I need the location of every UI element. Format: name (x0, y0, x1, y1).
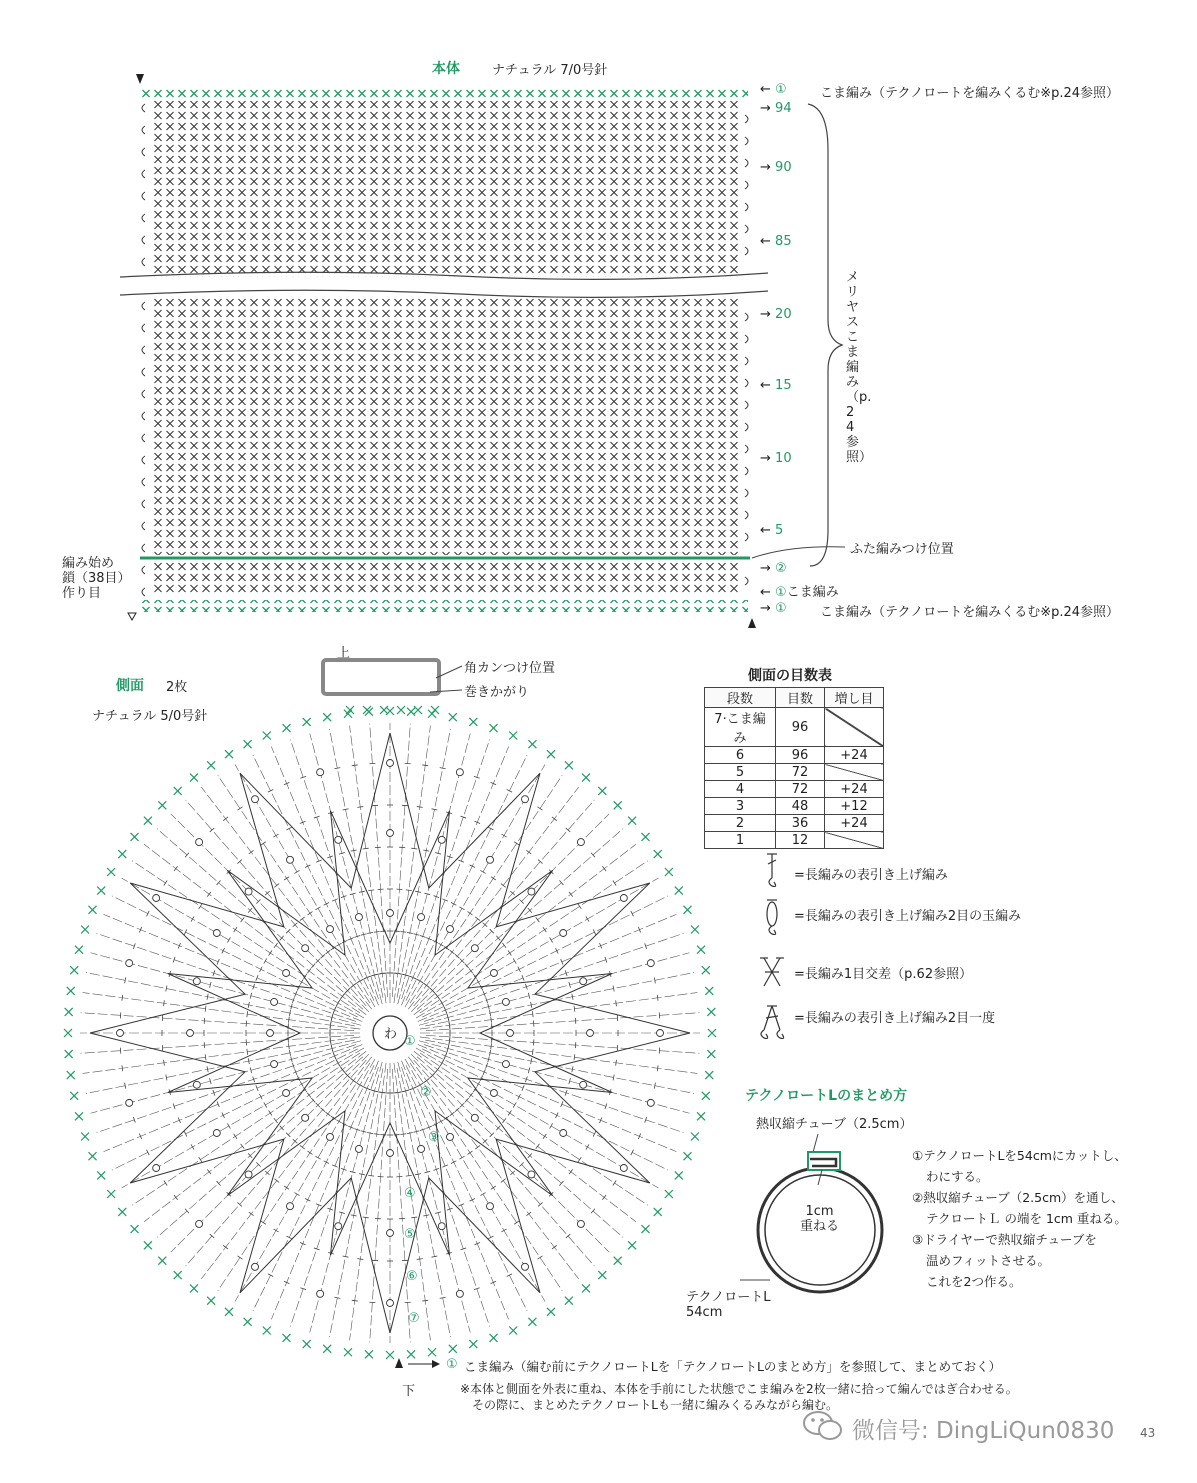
round-num-5: ⑤ (404, 1227, 416, 1242)
table-row: 1 12 (705, 832, 884, 849)
side-yarn: ナチュラル 5/0号針 (92, 709, 208, 724)
whipstitch-label: 巻きかがり (464, 685, 530, 700)
center-label: わ (384, 1027, 398, 1042)
start-label: 編み始め 鎖（38目） 作り目 (62, 556, 131, 601)
table-row: 3 48 +12 (705, 798, 884, 815)
col-increase: 増し目 (825, 688, 884, 708)
handle-rect (323, 660, 439, 694)
bottom-round-note: こま編み（編む前にテクノロートLを「テクノロートLのまとめ方」を参照して、まとめておく） (464, 1359, 1002, 1374)
bracket-label: メリヤスこま編み（p.24参照） (846, 270, 873, 465)
overlap-label: 1cm 重ねる (800, 1204, 840, 1234)
bottom-note-1: ※本体と側面を外表に重ね、本体を手前にした状態でこま編みを2枚一緒に拾って編んではぎ合わせる。 (460, 1382, 1018, 1396)
row-label-bottom: → ① (760, 601, 787, 616)
legend-text-4: =長編みの表引き上げ編み2目一度 (794, 1011, 996, 1026)
row-label-top: ← ① (760, 82, 787, 97)
main-yarn: ナチュラル 7/0号針 (492, 63, 608, 78)
side-title: 側面 (116, 678, 144, 694)
row-label-94: → 94 (760, 101, 792, 116)
round-num-7: ⑦ (408, 1311, 420, 1326)
table-row: 5 72 (705, 764, 884, 781)
round-num-6: ⑥ (406, 1269, 418, 1284)
stitch-table-title: 側面の目数表 (748, 668, 832, 684)
round-num-4: ④ (404, 1186, 416, 1201)
stitch-count-table (704, 687, 884, 849)
handle-position-label: 角カンつけ位置 (464, 661, 556, 676)
lid-position-label: ふた編みつけ位置 (850, 542, 954, 557)
row-label-2: → ② (760, 561, 787, 576)
front-post-bobble-icon (767, 900, 777, 935)
legend-text-3: =長編み1目交差（p.62参照） (794, 967, 973, 982)
page-number: 43 (1140, 1426, 1156, 1440)
row-label-90: → 90 (760, 160, 792, 175)
techno-title: テクノロートLのまとめ方 (745, 1088, 908, 1104)
wechat-icon (800, 1408, 846, 1444)
bottom-round-num: ① (446, 1357, 458, 1372)
round-num-1: ① (404, 1034, 416, 1049)
row-label-85: ← 85 (760, 234, 792, 249)
legend-text-1: =長編みの表引き上げ編み (794, 868, 948, 883)
top-sc-row (140, 88, 748, 100)
table-row: 6 96 +24 (705, 747, 884, 764)
row-label-10: → 10 (760, 451, 792, 466)
row-label-5: ← 5 (760, 523, 784, 538)
table-row: 4 72 +24 (705, 781, 884, 798)
table-row: 2 36 +24 (705, 815, 884, 832)
techno-tube-label: 熱収縮チューブ（2.5cm） (756, 1117, 913, 1132)
watermark-text: 微信号: DingLiQun0830 (852, 1418, 1115, 1444)
row-label-1-sc: ← ①こま編み (760, 585, 839, 600)
lower-stitch-grid (152, 298, 740, 555)
legend-text-2: =長編みの表引き上げ編み2目の玉編み (794, 909, 1022, 924)
bottom-sc-row (140, 600, 748, 612)
label-top: 上 (337, 646, 351, 661)
techno-steps: ①テクノロートLを54cmにカットし、 わにする。 ②熱収縮チューブ（2.5cm）を通し、 テクロートＬ の端を 1cm 重ねる。 ③ドライヤーで熱収縮チューブを 温めフィットさせる。 これを2つ作る。 (912, 1148, 1127, 1289)
fpdc2tog-icon (761, 1006, 784, 1039)
legend-symbols (750, 848, 800, 1048)
row-bottom-desc: こま編み（テクノロートを編みくるむ※p.24参照） (820, 605, 1120, 620)
bottom-note-2: その際に、まとめたテクノロートLも一緒に編みくるみながら編む。 (472, 1398, 838, 1412)
row-label-15: ← 15 (760, 378, 792, 393)
col-rounds: 段数 (705, 688, 776, 708)
side-circle-chart (0, 640, 740, 1400)
round-num-2: ② (420, 1085, 432, 1100)
main-title: 本体 (432, 61, 460, 77)
row-label-20: → 20 (760, 307, 792, 322)
crossed-dc-icon (760, 958, 784, 986)
row-top-desc: こま編み（テクノロートを編みくるむ※p.24参照） (820, 86, 1120, 101)
round-num-3: ③ (428, 1130, 440, 1145)
label-bottom: 下 (402, 1384, 416, 1399)
side-count: 2枚 (166, 680, 188, 695)
front-post-dc-icon (767, 854, 777, 887)
table-row: 7·こま編み 96 (705, 708, 884, 747)
upper-stitch-grid (152, 100, 740, 277)
col-stitches: 目数 (776, 688, 825, 708)
wire-label: テクノロートL 54cm (686, 1290, 771, 1320)
